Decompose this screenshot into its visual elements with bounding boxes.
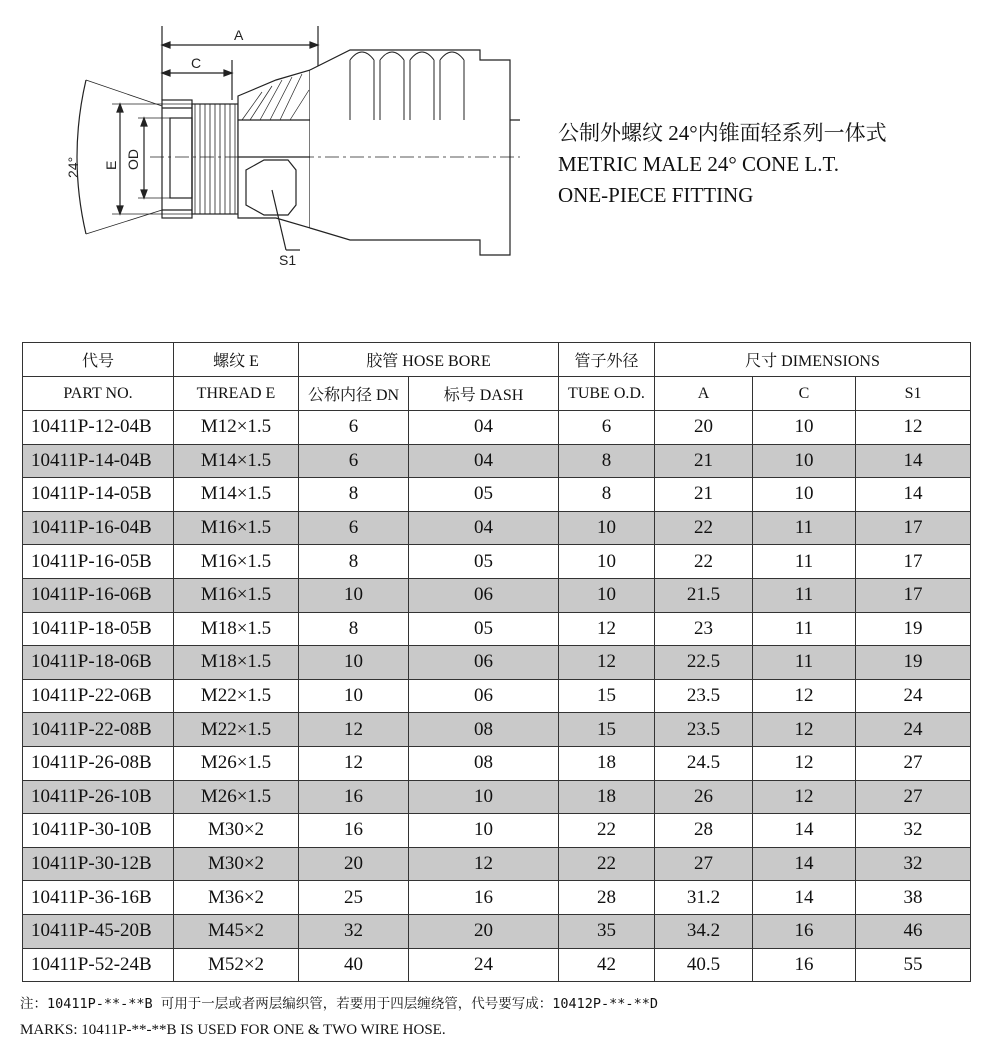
table-cell: M52×2 xyxy=(174,948,299,982)
part-number-cell: 10411P-14-05B xyxy=(23,478,174,512)
table-cell: 16 xyxy=(753,948,856,982)
table-cell: 27 xyxy=(856,780,971,814)
table-cell: 14 xyxy=(753,881,856,915)
table-row xyxy=(23,881,971,915)
table-cell: 24 xyxy=(856,679,971,713)
table-cell: 32 xyxy=(299,914,409,948)
table-cell: 16 xyxy=(409,881,559,915)
header-thread-e: THREAD E xyxy=(174,377,299,411)
table-row xyxy=(23,545,971,579)
table-cell: 10 xyxy=(753,411,856,445)
part-number-cell: 10411P-16-05B xyxy=(23,545,174,579)
table-cell: 8 xyxy=(559,478,655,512)
table-cell: 22 xyxy=(559,814,655,848)
header-a: A xyxy=(655,377,753,411)
table-cell: 15 xyxy=(559,679,655,713)
table-cell: 04 xyxy=(409,511,559,545)
table-cell: M30×2 xyxy=(174,814,299,848)
table-row xyxy=(23,780,971,814)
note-chinese: 注：10411P-**-**B 可用于一层或者两层编织管，若要用于四层缠绕管，代号要写成：10412P-**-**D xyxy=(20,996,658,1012)
table-cell: M18×1.5 xyxy=(174,646,299,680)
part-number-cell: 10411P-45-20B xyxy=(23,914,174,948)
table-cell: 27 xyxy=(856,746,971,780)
table-cell: 21 xyxy=(655,444,753,478)
table-cell: 10 xyxy=(299,679,409,713)
table-cell: 12 xyxy=(559,612,655,646)
table-cell: 28 xyxy=(559,881,655,915)
table-cell: 18 xyxy=(559,780,655,814)
table-cell: 21.5 xyxy=(655,578,753,612)
table-cell: 22 xyxy=(655,545,753,579)
table-cell: 12 xyxy=(559,646,655,680)
table-cell: 04 xyxy=(409,411,559,445)
table-cell: 24 xyxy=(409,948,559,982)
dim-label-a: A xyxy=(234,27,244,43)
fitting-drawing xyxy=(50,20,520,280)
note-english: MARKS: 10411P-**-**B IS USED FOR ONE & TWO WIRE HOSE. xyxy=(20,1022,446,1038)
table-row xyxy=(23,713,971,747)
part-number-cell: 10411P-14-04B xyxy=(23,444,174,478)
table-cell: 10 xyxy=(409,780,559,814)
table-cell: 10 xyxy=(559,578,655,612)
dim-label-e: E xyxy=(103,160,119,170)
table-cell: 11 xyxy=(753,511,856,545)
table-cell: 6 xyxy=(299,511,409,545)
part-number-cell: 10411P-12-04B xyxy=(23,411,174,445)
table-cell: 17 xyxy=(856,545,971,579)
table-cell: 17 xyxy=(856,578,971,612)
dim-label-od: OD xyxy=(125,149,141,170)
table-row xyxy=(23,612,971,646)
table-cell: 23.5 xyxy=(655,679,753,713)
part-number-cell: 10411P-22-08B xyxy=(23,713,174,747)
part-number-cell: 10411P-18-05B xyxy=(23,612,174,646)
table-cell: 27 xyxy=(655,847,753,881)
table-cell: 28 xyxy=(655,814,753,848)
table-cell: 6 xyxy=(299,411,409,445)
table-row xyxy=(23,746,971,780)
table-cell: 12 xyxy=(299,746,409,780)
table-cell: M45×2 xyxy=(174,914,299,948)
table-cell: 22.5 xyxy=(655,646,753,680)
part-number-cell: 10411P-30-10B xyxy=(23,814,174,848)
table-row xyxy=(23,914,971,948)
header-dn: 公称内径 DN xyxy=(299,377,409,411)
table-cell: 17 xyxy=(856,511,971,545)
table-cell: 24 xyxy=(856,713,971,747)
table-cell: M18×1.5 xyxy=(174,612,299,646)
dim-label-angle: 24° xyxy=(65,156,81,178)
table-row xyxy=(23,411,971,445)
table-cell: 12 xyxy=(753,713,856,747)
table-cell: 20 xyxy=(655,411,753,445)
table-cell: 22 xyxy=(655,511,753,545)
table-cell: 05 xyxy=(409,545,559,579)
table-cell: 21 xyxy=(655,478,753,512)
table-cell: 12 xyxy=(753,780,856,814)
table-cell: 8 xyxy=(299,478,409,512)
part-number-cell: 10411P-52-24B xyxy=(23,948,174,982)
table-cell: 12 xyxy=(856,411,971,445)
table-cell: 16 xyxy=(753,914,856,948)
table-cell: 8 xyxy=(299,545,409,579)
table-cell: 06 xyxy=(409,679,559,713)
table-cell: 8 xyxy=(559,444,655,478)
table-cell: 42 xyxy=(559,948,655,982)
part-number-cell: 10411P-16-06B xyxy=(23,578,174,612)
table-cell: 25 xyxy=(299,881,409,915)
table-cell: M16×1.5 xyxy=(174,545,299,579)
table-cell: 40 xyxy=(299,948,409,982)
table-cell: 11 xyxy=(753,545,856,579)
table-cell: M36×2 xyxy=(174,881,299,915)
part-number-cell: 10411P-36-16B xyxy=(23,881,174,915)
table-cell: 08 xyxy=(409,713,559,747)
table-cell: 12 xyxy=(753,679,856,713)
table-cell: 18 xyxy=(559,746,655,780)
table-row xyxy=(23,948,971,982)
table-cell: 24.5 xyxy=(655,746,753,780)
table-cell: 38 xyxy=(856,881,971,915)
table-row xyxy=(23,847,971,881)
table-cell: 16 xyxy=(299,814,409,848)
table-cell: 6 xyxy=(559,411,655,445)
table-row xyxy=(23,578,971,612)
table-cell: 11 xyxy=(753,646,856,680)
table-cell: 04 xyxy=(409,444,559,478)
part-number-cell: 10411P-18-06B xyxy=(23,646,174,680)
table-cell: 14 xyxy=(856,478,971,512)
table-cell: 8 xyxy=(299,612,409,646)
table-cell: 12 xyxy=(753,746,856,780)
table-cell: 15 xyxy=(559,713,655,747)
table-row xyxy=(23,478,971,512)
table-row xyxy=(23,679,971,713)
table-cell: 14 xyxy=(753,847,856,881)
table-cell: 6 xyxy=(299,444,409,478)
table-cell: 08 xyxy=(409,746,559,780)
table-cell: 14 xyxy=(753,814,856,848)
table-cell: M14×1.5 xyxy=(174,444,299,478)
table-cell: 06 xyxy=(409,578,559,612)
table-cell: M14×1.5 xyxy=(174,478,299,512)
table-cell: 22 xyxy=(559,847,655,881)
table-cell: 32 xyxy=(856,847,971,881)
table-cell: 05 xyxy=(409,612,559,646)
header-code: 代号 xyxy=(23,343,174,377)
table-cell: M22×1.5 xyxy=(174,679,299,713)
table-cell: 20 xyxy=(299,847,409,881)
dim-label-c: C xyxy=(191,55,202,71)
header-row-2 xyxy=(23,377,971,411)
dim-label-s1: S1 xyxy=(279,252,297,268)
header-s1: S1 xyxy=(856,377,971,411)
table-cell: 11 xyxy=(753,612,856,646)
table-row xyxy=(23,444,971,478)
table-cell: 32 xyxy=(856,814,971,848)
table-cell: 10 xyxy=(299,646,409,680)
part-number-cell: 10411P-22-06B xyxy=(23,679,174,713)
table-cell: M26×1.5 xyxy=(174,780,299,814)
table-cell: 19 xyxy=(856,612,971,646)
table-cell: 11 xyxy=(753,578,856,612)
table-cell: 20 xyxy=(409,914,559,948)
table-cell: M26×1.5 xyxy=(174,746,299,780)
header-c: C xyxy=(753,377,856,411)
table-cell: 34.2 xyxy=(655,914,753,948)
part-number-cell: 10411P-16-04B xyxy=(23,511,174,545)
table-cell: M16×1.5 xyxy=(174,511,299,545)
title-english-line1: METRIC MALE 24° CONE L.T. xyxy=(558,152,839,176)
table-cell: 35 xyxy=(559,914,655,948)
table-cell: 12 xyxy=(409,847,559,881)
table-cell: 06 xyxy=(409,646,559,680)
table-cell: 10 xyxy=(559,545,655,579)
header-tube-od: TUBE O.D. xyxy=(559,377,655,411)
table-cell: 40.5 xyxy=(655,948,753,982)
table-cell: 46 xyxy=(856,914,971,948)
table-cell: M12×1.5 xyxy=(174,411,299,445)
header-hose-bore: 胶管 HOSE BORE xyxy=(299,343,559,377)
header-thread-cn: 螺纹 E xyxy=(174,343,299,377)
header-row-1 xyxy=(23,343,971,377)
part-number-cell: 10411P-26-10B xyxy=(23,780,174,814)
table-cell: M22×1.5 xyxy=(174,713,299,747)
table-cell: 10 xyxy=(753,444,856,478)
title-english-line2: ONE-PIECE FITTING xyxy=(558,183,754,207)
table-cell: 23.5 xyxy=(655,713,753,747)
table-cell: 10 xyxy=(299,578,409,612)
table-cell: 10 xyxy=(409,814,559,848)
table-cell: 19 xyxy=(856,646,971,680)
table-row xyxy=(23,646,971,680)
title-chinese: 公制外螺纹 24°内锥面轻系列一体式 xyxy=(558,121,887,145)
table-cell: 10 xyxy=(753,478,856,512)
table-cell: 26 xyxy=(655,780,753,814)
header-part-no: PART NO. xyxy=(23,377,174,411)
table-cell: 16 xyxy=(299,780,409,814)
header-tube-cn: 管子外径 xyxy=(559,343,655,377)
table-cell: 10 xyxy=(559,511,655,545)
table-cell: 14 xyxy=(856,444,971,478)
header-dash: 标号 DASH xyxy=(409,377,559,411)
table-row xyxy=(23,511,971,545)
table-cell: 31.2 xyxy=(655,881,753,915)
specification-table xyxy=(22,342,971,982)
part-number-cell: 10411P-30-12B xyxy=(23,847,174,881)
table-row xyxy=(23,814,971,848)
header-dimensions: 尺寸 DIMENSIONS xyxy=(655,343,971,377)
table-cell: M30×2 xyxy=(174,847,299,881)
table-cell: M16×1.5 xyxy=(174,578,299,612)
fitting-title xyxy=(558,118,887,211)
table-cell: 55 xyxy=(856,948,971,982)
part-number-cell: 10411P-26-08B xyxy=(23,746,174,780)
table-cell: 12 xyxy=(299,713,409,747)
table-cell: 05 xyxy=(409,478,559,512)
table-cell: 23 xyxy=(655,612,753,646)
